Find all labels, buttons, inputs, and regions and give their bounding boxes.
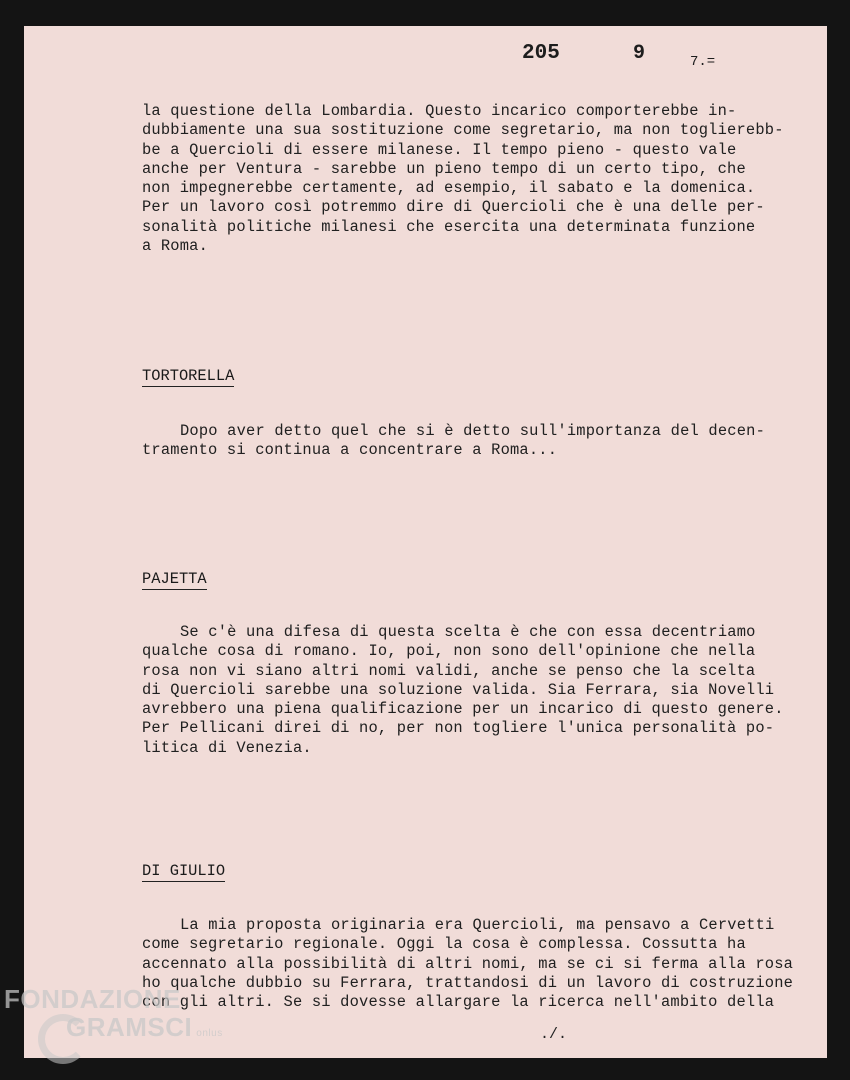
intro-paragraph (142, 102, 802, 256)
text-line: rosa non vi siano altri nomi validi, anche se penso che la scelta (142, 661, 756, 680)
text-line: accennato alla possibilità di altri nomi, ma se ci si ferma alla rosa (142, 954, 794, 973)
text-line: qualche cosa di romano. Io, poi, non sono dell'opinione che nella (142, 642, 756, 661)
text-line: ho qualche dubbio su Ferrara, trattandosi di un lavoro di costruzione (142, 973, 794, 992)
watermark-sub: onlus (196, 1028, 223, 1039)
text-line: avrebbero una piena qualificazione per un incarico di questo genere. (142, 700, 784, 719)
watermark-g-icon (38, 1014, 88, 1064)
speaker-heading-pajetta: PAJETTA (142, 570, 207, 588)
tortorella-paragraph (142, 422, 802, 461)
digiulio-paragraph (142, 916, 802, 1012)
continuation-mark: ./. (540, 1026, 568, 1043)
page-number-sequence: 7.= (690, 54, 716, 70)
text-line: Per Pellicani direi di no, per non togliere l'unica personalità po- (142, 719, 775, 738)
watermark-line1: FONDAZIONE (4, 984, 181, 1014)
text-line: La mia proposta originaria era Quercioli, ma pensavo a Cervetti (180, 916, 775, 934)
text-line: Dopo aver detto quel che si è detto sull'importanza del decen- (180, 422, 766, 440)
text-line: sonalità politiche milanesi che esercita una determinata funzione (142, 217, 756, 236)
archive-watermark (4, 986, 223, 1040)
text-line: dubbiamente una sua sostituzione come segretario, ma non toglierebb- (142, 121, 784, 140)
watermark-line2: GRAMSCI onlus (66, 1012, 223, 1042)
text-line: be a Quercioli di essere milanese. Il tempo pieno - questo vale (142, 140, 737, 159)
speaker-heading-tortorella: TORTORELLA (142, 367, 235, 385)
text-line: non impegnerebbe certamente, ad esempio, il sabato e la domenica. (142, 179, 756, 198)
document-page (24, 26, 827, 1058)
text-line: a Roma. (142, 237, 209, 256)
text-line: di Quercioli sarebbe una soluzione valida. Sia Ferrara, sia Novelli (142, 680, 775, 699)
text-line: Per un lavoro così potremmo dire di Quercioli che è una delle per- (142, 198, 765, 217)
text-line: la questione della Lombardia. Questo incarico comporterebbe in- (142, 102, 737, 120)
text-line: con gli altri. Se si dovesse allargare la ricerca nell'ambito della (142, 993, 775, 1012)
page-number-main: 205 (522, 42, 560, 65)
text-line: Se c'è una difesa di questa scelta è che con essa decentriamo (180, 623, 756, 641)
text-line: litica di Venezia. (142, 738, 312, 757)
pajetta-paragraph (142, 623, 802, 758)
text-line: tramento si continua a concentrare a Roma... (142, 441, 558, 460)
text-line: come segretario regionale. Oggi la cosa è complessa. Cossutta ha (142, 935, 746, 954)
text-line: anche per Ventura - sarebbe un pieno tempo di un certo tipo, che (142, 159, 746, 178)
speaker-heading-digiulio: DI GIULIO (142, 862, 226, 880)
page-number-sheet: 9 (633, 42, 646, 65)
